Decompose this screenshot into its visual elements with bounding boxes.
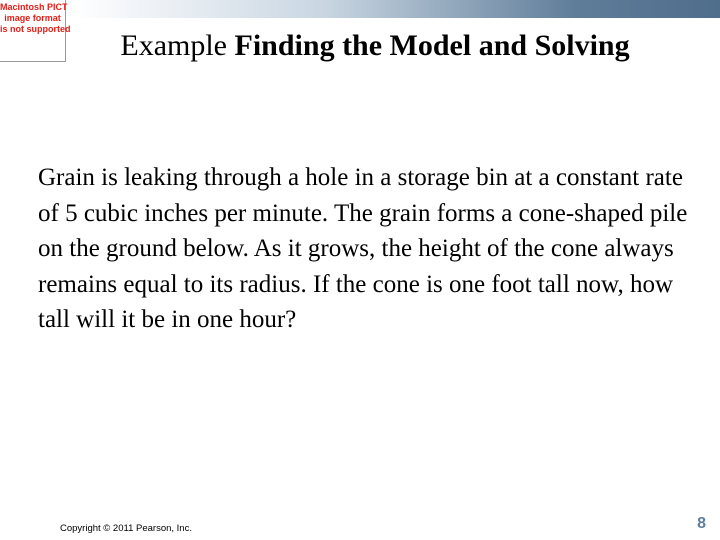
- slide-title-main: Finding the Model and Solving: [234, 29, 630, 62]
- unsupported-image-placeholder: [0, 0, 71, 62]
- placeholder-line: is not supported: [0, 24, 71, 34]
- problem-statement: Grain is leaking through a hole in a storage bin at a constant rate of 5 cubic inches per minute. The grain forms a cone-shaped pile on the ground below. As it grows, the height of the cone always remains equal to its radius. If the cone is one foot tall now, how tall will it be in one hour?: [38, 164, 688, 333]
- placeholder-line: image format: [4, 13, 61, 23]
- slide-title: [90, 26, 660, 66]
- header-gradient-bar: [0, 0, 720, 18]
- placeholder-line: Macintosh PICT: [0, 2, 68, 12]
- slide-title-prefix: Example: [120, 29, 235, 62]
- copyright-notice: Copyright © 2011 Pearson, Inc.: [60, 523, 192, 534]
- page-number: 8: [697, 515, 706, 532]
